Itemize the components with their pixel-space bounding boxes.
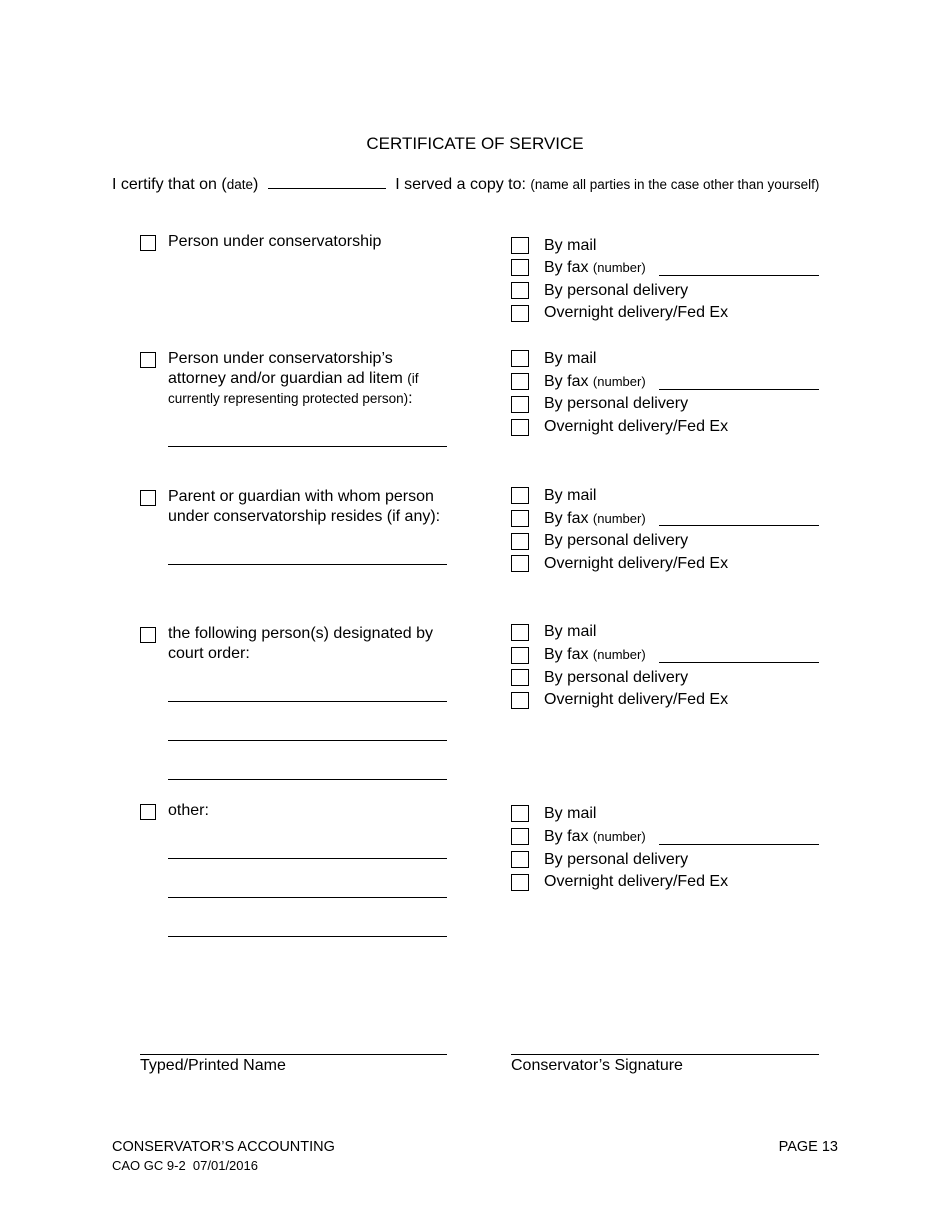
personal-delivery-checkbox[interactable] [511, 669, 529, 686]
fax-number-field[interactable] [659, 275, 819, 276]
other-name-field[interactable] [168, 897, 447, 898]
court-designated-name-field[interactable] [168, 779, 447, 780]
personal-delivery-checkbox[interactable] [511, 396, 529, 413]
party-checkbox-other[interactable] [140, 804, 156, 820]
printed-name-label: Typed/Printed Name [140, 1057, 286, 1074]
by-mail-checkbox[interactable] [511, 237, 529, 254]
personal-delivery-label: By personal delivery [544, 532, 689, 549]
party-label-other: other: [168, 802, 209, 819]
by-mail-checkbox[interactable] [511, 624, 529, 641]
signature-label: Conservator’s Signature [511, 1057, 683, 1074]
printed-name-field[interactable] [140, 1054, 447, 1055]
by-fax-label: By fax (number) [544, 510, 646, 527]
court-designated-name-field[interactable] [168, 740, 447, 741]
by-mail-checkbox[interactable] [511, 805, 529, 822]
by-mail-label: By mail [544, 487, 597, 504]
date-field[interactable] [268, 174, 386, 189]
party-checkbox-attorney[interactable] [140, 352, 156, 368]
by-fax-label: By fax (number) [544, 828, 646, 845]
date-close: ) [253, 176, 259, 193]
party-checkbox-conservatee[interactable] [140, 235, 156, 251]
fax-number-field[interactable] [659, 389, 819, 390]
overnight-delivery-label: Overnight delivery/Fed Ex [544, 418, 729, 435]
certify-prefix: I certify that on ( [112, 176, 227, 193]
party-label-court-designated: the following person(s) designated by court order: [168, 625, 434, 662]
by-fax-checkbox[interactable] [511, 647, 529, 664]
by-fax-checkbox[interactable] [511, 259, 529, 276]
by-fax-label: By fax (number) [544, 646, 646, 663]
fax-number-field[interactable] [659, 662, 819, 663]
date-word: date [226, 177, 253, 192]
overnight-delivery-checkbox[interactable] [511, 874, 529, 891]
other-name-field[interactable] [168, 858, 447, 859]
court-designated-name-field[interactable] [168, 701, 447, 702]
page-title: CERTIFICATE OF SERVICE [366, 134, 584, 153]
by-fax-label: By fax (number) [544, 259, 646, 276]
by-fax-checkbox[interactable] [511, 828, 529, 845]
certify-statement [112, 174, 819, 194]
by-mail-label: By mail [544, 805, 597, 822]
by-mail-label: By mail [544, 623, 597, 640]
by-mail-checkbox[interactable] [511, 350, 529, 367]
party-label-attorney: Person under conservatorship’s attorney and/or guardian ad litem (if currently representing protected person): [168, 350, 419, 407]
personal-delivery-checkbox[interactable] [511, 533, 529, 550]
by-mail-checkbox[interactable] [511, 487, 529, 504]
by-mail-label: By mail [544, 350, 597, 367]
overnight-delivery-checkbox[interactable] [511, 419, 529, 436]
signature-field[interactable] [511, 1054, 819, 1055]
by-fax-checkbox[interactable] [511, 510, 529, 527]
overnight-delivery-label: Overnight delivery/Fed Ex [544, 555, 729, 572]
overnight-delivery-checkbox[interactable] [511, 305, 529, 322]
party-label-conservatee: Person under conservatorship [168, 233, 382, 250]
fax-number-field[interactable] [659, 525, 819, 526]
by-fax-label: By fax (number) [544, 373, 646, 390]
served-text: I served a copy to: [395, 176, 526, 193]
form-code: CAO GC 9-2 07/01/2016 [112, 1158, 258, 1173]
overnight-delivery-checkbox[interactable] [511, 692, 529, 709]
personal-delivery-label: By personal delivery [544, 851, 689, 868]
party-checkbox-parent-guardian[interactable] [140, 490, 156, 506]
party-checkbox-court-designated[interactable] [140, 627, 156, 643]
served-note: (name all parties in the case other than yourself) [530, 177, 820, 192]
fax-number-field[interactable] [659, 844, 819, 845]
personal-delivery-checkbox[interactable] [511, 282, 529, 299]
overnight-delivery-label: Overnight delivery/Fed Ex [544, 304, 729, 321]
personal-delivery-label: By personal delivery [544, 282, 689, 299]
page-number: PAGE 13 [778, 1139, 838, 1155]
form-name: CONSERVATOR’S ACCOUNTING [112, 1139, 335, 1155]
personal-delivery-label: By personal delivery [544, 395, 689, 412]
personal-delivery-label: By personal delivery [544, 669, 689, 686]
parent-guardian-name-field[interactable] [168, 564, 447, 565]
attorney-name-field[interactable] [168, 446, 447, 447]
other-name-field[interactable] [168, 936, 447, 937]
by-mail-label: By mail [544, 237, 597, 254]
personal-delivery-checkbox[interactable] [511, 851, 529, 868]
overnight-delivery-checkbox[interactable] [511, 555, 529, 572]
overnight-delivery-label: Overnight delivery/Fed Ex [544, 873, 729, 890]
by-fax-checkbox[interactable] [511, 373, 529, 390]
overnight-delivery-label: Overnight delivery/Fed Ex [544, 691, 729, 708]
party-label-parent-guardian: Parent or guardian with whom person under conservatorship resides (if any): [168, 488, 441, 525]
